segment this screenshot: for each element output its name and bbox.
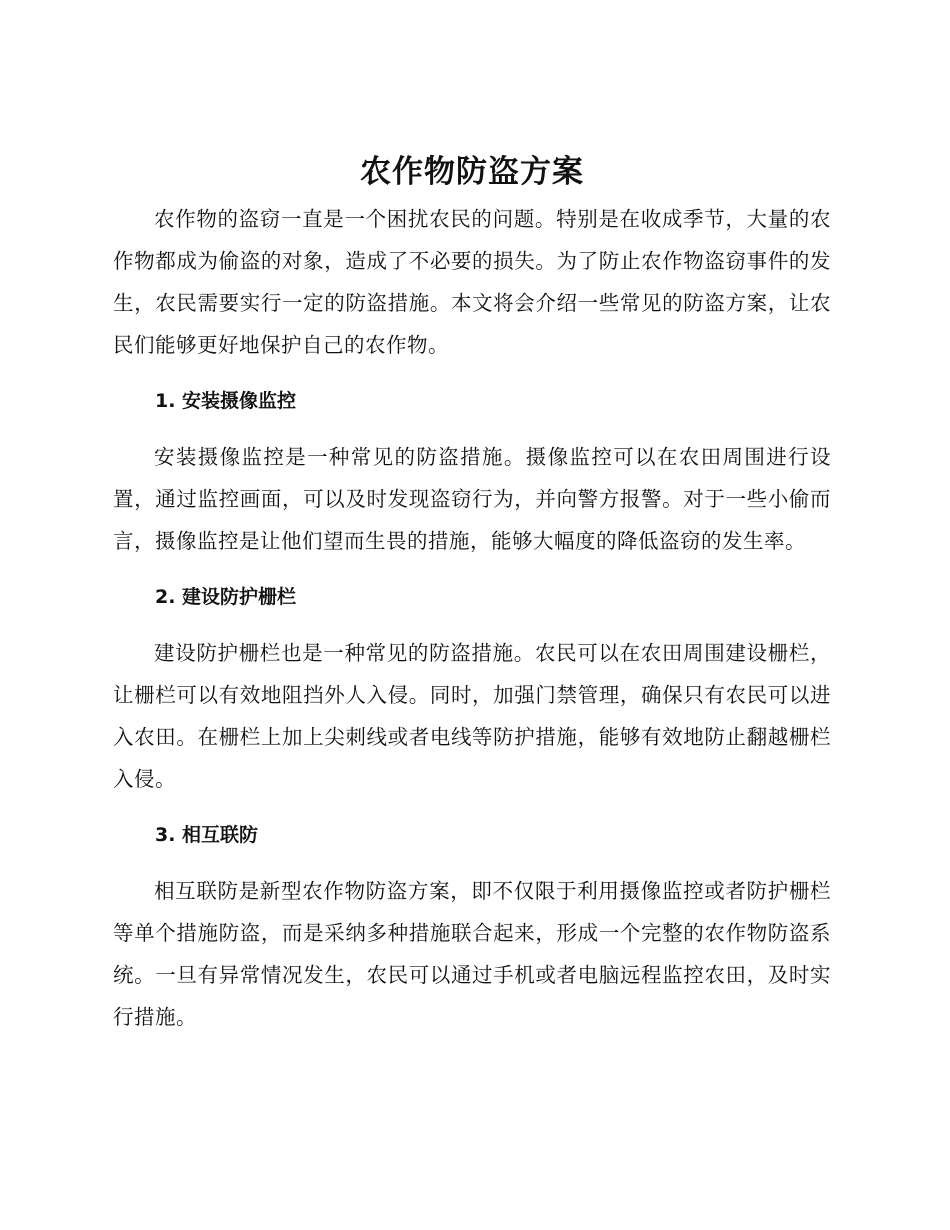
section-body: 相互联防是新型农作物防盗方案，即不仅限于利用摄像监控或者防护栅栏等单个措施防盗，而是采纳多种措施联合起来，形成一个完整的农作物防盗系统。一旦有异常情况发生，农民可以通过手机或者电脑远程监控农田，及时实行措施。 [113, 879, 831, 1029]
section-camera-monitoring [113, 386, 831, 562]
section-body: 建设防护栅栏也是一种常见的防盗措施。农民可以在农田周围建设栅栏，让栅栏可以有效地阻挡外人入侵。同时，加强门禁管理，确保只有农民可以进入农田。在栅栏上加上尖刺线或者电线等防护措施，能够有效地防止翻越栅栏入侵。 [113, 641, 831, 791]
section-fence [113, 582, 831, 800]
section-heading: 2. 建设防护栅栏 [155, 586, 297, 608]
section-body: 安装摄像监控是一种常见的防盗措施。摄像监控可以在农田周围进行设置，通过监控画面，可以及时发现盗窃行为，并向警方报警。对于一些小偷而言，摄像监控是让他们望而生畏的措施，能够大幅度的降低盗窃的发生率。 [113, 445, 831, 553]
intro-paragraph: 农作物的盗窃一直是一个困扰农民的问题。特别是在收成季节，大量的农作物都成为偷盗的对象，造成了不必要的损失。为了防止农作物盗窃事件的发生，农民需要实行一定的防盗措施。本文将会介绍一些常见的防盗方案，让农民们能够更好地保护自己的农作物。 [113, 207, 831, 357]
document-page [113, 150, 831, 1038]
section-heading: 1. 安装摄像监控 [155, 390, 297, 412]
document-title: 农作物防盗方案 [360, 154, 584, 190]
section-joint-defense [113, 820, 831, 1038]
section-heading: 3. 相互联防 [155, 824, 259, 846]
